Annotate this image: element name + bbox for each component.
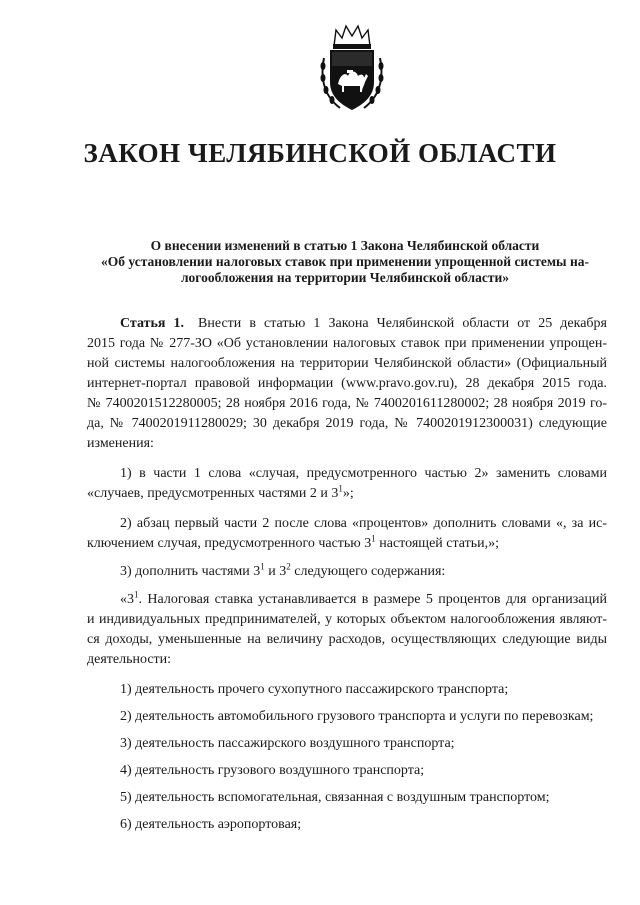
item-2-text: настоящей статьи,»; — [375, 536, 500, 551]
chelyabinsk-coat-of-arms-icon — [318, 22, 386, 114]
activity-item: 3) деятельность пассажирского воздушного транспорта; — [120, 736, 455, 751]
activity-item: 1) деятельность прочего сухопутного пассажирского транспорта; — [120, 682, 509, 697]
superscript: 1 — [134, 589, 139, 600]
superscript: 1 — [260, 561, 265, 572]
superscript: 2 — [286, 561, 291, 572]
article-intro-line: интернет-портал правовой информации (www.pravo.gov.ru), 28 декабря 2015 года. — [87, 376, 607, 391]
activity-item: 4) деятельность грузового воздушного транспорта; — [120, 763, 425, 778]
quote-line: деятельности: — [87, 652, 172, 667]
article-intro-line: № 7400201512280005; 28 ноября 2016 года, № 7400201611280002; 28 ноября 2019 го- — [87, 396, 607, 411]
subject-line: логообложения на территории Челябинской области» — [180, 270, 510, 285]
article-label: Статья 1. — [120, 316, 185, 331]
law-title: ЗАКОН ЧЕЛЯБИНСКОЙ ОБЛАСТИ — [83, 138, 557, 168]
activity-item: 2) деятельность автомобильного грузового транспорта и услуги по перевозкам; — [120, 709, 594, 724]
article-intro-first-line — [120, 314, 607, 334]
article-intro-text: Внести в статью 1 Закона Челябинской области от 25 декабря — [198, 316, 607, 331]
quote-text: . Налоговая ставка устанавливается в размере 5 процентов для организаций — [138, 592, 607, 607]
subject-line: О внесении изменений в статью 1 Закона Челябинской области — [150, 238, 540, 253]
item-3-text: следующего содержания: — [290, 564, 446, 579]
item-2-line: 2) абзац первый части 2 после слова «процентов» дополнить словами «, за ис- — [120, 516, 607, 531]
subject-line: «Об установлении налоговых ставок при применении упрощенной системы на- — [101, 254, 589, 269]
activity-item: 6) деятельность аэропортовая; — [120, 817, 302, 832]
item-3-text: и 3 — [264, 564, 287, 579]
superscript: 1 — [371, 533, 376, 544]
superscript: 1 — [338, 483, 343, 494]
quote-line — [87, 590, 607, 610]
item-2-text: ключением случая, предусмотренного частью 3 — [87, 536, 372, 551]
item-3-line — [87, 562, 607, 582]
article-intro-line: ной системы налогообложения на территории Челябинской области» (Официальный — [87, 356, 607, 371]
item-1-text: »; — [342, 486, 354, 501]
item-2-line — [87, 534, 607, 554]
quote-line: и индивидуальных предпринимателей, у которых объектом налогообложения являют- — [87, 612, 607, 627]
article-intro-line: да, № 7400201911280029; 30 декабря 2019 года, № 7400201912300031) следующие — [87, 416, 607, 431]
quote-text: «3 — [120, 592, 134, 607]
item-1-line — [87, 484, 607, 504]
article-intro-line: изменения: — [87, 436, 154, 451]
article-intro-line: 2015 года № 277-ЗО «Об установлении налоговых ставок при применении упрощен- — [87, 336, 607, 351]
quote-line: ся доходы, уменьшенные на величину расходов, осуществляющих следующие виды — [87, 632, 607, 647]
law-subject — [80, 238, 610, 286]
activity-item: 5) деятельность вспомогательная, связанная с воздушным транспортом; — [120, 790, 550, 805]
item-1-text: «случаев, предусмотренных частями 2 и 3 — [87, 486, 339, 501]
item-3-text: 3) дополнить частями 3 — [120, 564, 261, 579]
item-1-line: 1) в части 1 слова «случая, предусмотренного частью 2» заменить словами — [120, 466, 607, 481]
